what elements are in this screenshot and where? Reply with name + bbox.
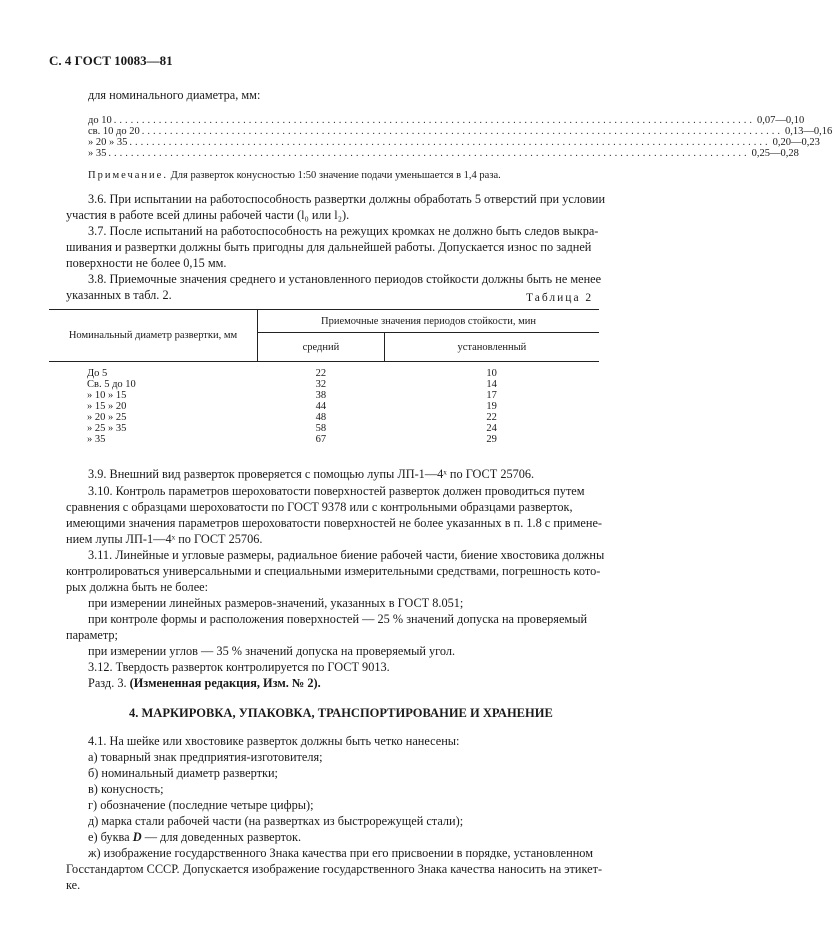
feed-intro: для номинального диаметра, мм:	[88, 88, 261, 102]
para-3-8-line: 3.8. Приемочные значения среднего и установленного периодов стойкости должны быть не менее	[88, 272, 602, 286]
para-3-11-line: контролироваться универсальными и специальными измерительными средствами, погрешность кото-	[66, 564, 601, 578]
para-3-10-line: имеющими значения параметров шероховатости поверхностей не более указанных в п. 1.8 с примене-	[66, 516, 603, 530]
table-row: » 10 » 15 38 17	[87, 390, 497, 401]
para-3-7-line: поверхности не более 0,15 мм.	[66, 256, 227, 270]
para-3-12: 3.12. Твердость разверток контролируется по ГОСТ 9013.	[88, 660, 390, 674]
col-header-diameter: Номинальный диаметр развертки, мм	[49, 310, 258, 362]
para-3-10-line: 3.10. Контроль параметров шероховатости поверхностей разверток должен проводиться путем	[88, 484, 585, 498]
list-item-cont: ке.	[66, 878, 81, 892]
table-row: » 20 » 25 48 22	[87, 412, 497, 423]
list-item: б) номинальный диаметр развертки;	[88, 766, 278, 780]
col-header-group: Приемочные значения периодов стойкости, мин	[258, 310, 600, 333]
note: Примечание. Для разверток конусностью 1:50 значение подачи уменьшается в 1,4 раза.	[88, 170, 501, 181]
para-3-6-line: 3.6. При испытании на работоспособность развертки должны обработать 5 отверстий при условии	[88, 192, 606, 206]
para-3-11-line: рых должна быть не более:	[66, 580, 209, 594]
table-caption: Таблица 2	[526, 292, 594, 304]
table-row: До 5 22 10	[87, 368, 497, 379]
para-3-10-line: сравнения с образцами шероховатости по ГОСТ 9378 или с контрольными образцами разверток,	[66, 500, 573, 514]
para-3-11-line: при измерении линейных размеров-значений, указанных в ГОСТ 8.051;	[88, 596, 464, 610]
col-header-avg: средний	[258, 333, 385, 362]
table-2	[49, 309, 599, 445]
table-row: » 15 » 20 44 19	[87, 401, 497, 412]
para-3-8-line: указанных в табл. 2.	[66, 288, 172, 302]
para-3-6-line: участия в работе всей длины рабочей части (l₀ или l₂).	[66, 208, 350, 222]
list-item-cont: Госстандартом СССР. Допускается изображение государственного Знака качества наносить на этикет-	[66, 862, 603, 876]
para-3-10-line: нием лупы ЛП-1—4ˣ по ГОСТ 25706.	[66, 532, 263, 546]
amendment-note: Разд. 3. (Измененная редакция, Изм. № 2).	[88, 676, 321, 690]
section-4-title: 4. МАРКИРОВКА, УПАКОВКА, ТРАНСПОРТИРОВАНИЕ И ХРАНЕНИЕ	[129, 706, 553, 720]
list-item: ж) изображение государственного Знака качества при его присвоении в порядке, установленном	[88, 846, 593, 860]
para-3-7-line: 3.7. После испытаний на работоспособность на режущих кромках не должно быть следов выкра-	[88, 224, 599, 238]
para-3-11-line: параметр;	[66, 628, 118, 642]
list-item: д) марка стали рабочей части (на развертках из быстрорежущей стали);	[88, 814, 464, 828]
para-3-11-line: при измерении углов — 35 % значений допуска на проверяемый угол.	[88, 644, 456, 658]
para-3-11-line: 3.11. Линейные и угловые размеры, радиальное биение рабочей части, биение хвостовика должны	[88, 548, 605, 562]
list-item: в) конусность;	[88, 782, 164, 796]
para-3-9: 3.9. Внешний вид разверток проверяется с помощью лупы ЛП-1—4ˣ по ГОСТ 25706.	[88, 467, 535, 481]
table-row: Св. 5 до 10 32 14	[87, 379, 497, 390]
table-row: » 25 » 35 58 24	[87, 423, 497, 434]
para-3-7-line: шивания и развертки должны быть пригодны для дальнейшей работы. Допускается износ по задней	[66, 240, 592, 254]
col-header-set: установленный	[384, 333, 599, 362]
page-header: С. 4 ГОСТ 10083—81	[49, 53, 173, 68]
table-row: » 35 67 29	[87, 434, 497, 445]
feed-row: св. 10 до 20 .................................................................................................................. 0,13—0,16	[88, 126, 832, 137]
para-3-11-line: при контроле формы и расположения поверхностей — 25 % значений допуска на проверяемый	[88, 612, 588, 626]
list-item: е) буква D — для доведенных разверток.	[88, 830, 302, 844]
para-4-1-intro: 4.1. На шейке или хвостовике разверток должны быть четко нанесены:	[88, 734, 460, 748]
feed-row: » 20 » 35 .................................................................................................................. 0,20—0,23	[88, 137, 820, 148]
feed-row: до 10 .................................................................................................................. 0,07—0,10	[88, 115, 805, 126]
list-item: г) обозначение (последние четыре цифры);	[88, 798, 314, 812]
list-item: а) товарный знак предприятия-изготовителя;	[88, 750, 323, 764]
feed-row: » 35 .................................................................................................................. 0,25—0,28	[88, 148, 799, 159]
